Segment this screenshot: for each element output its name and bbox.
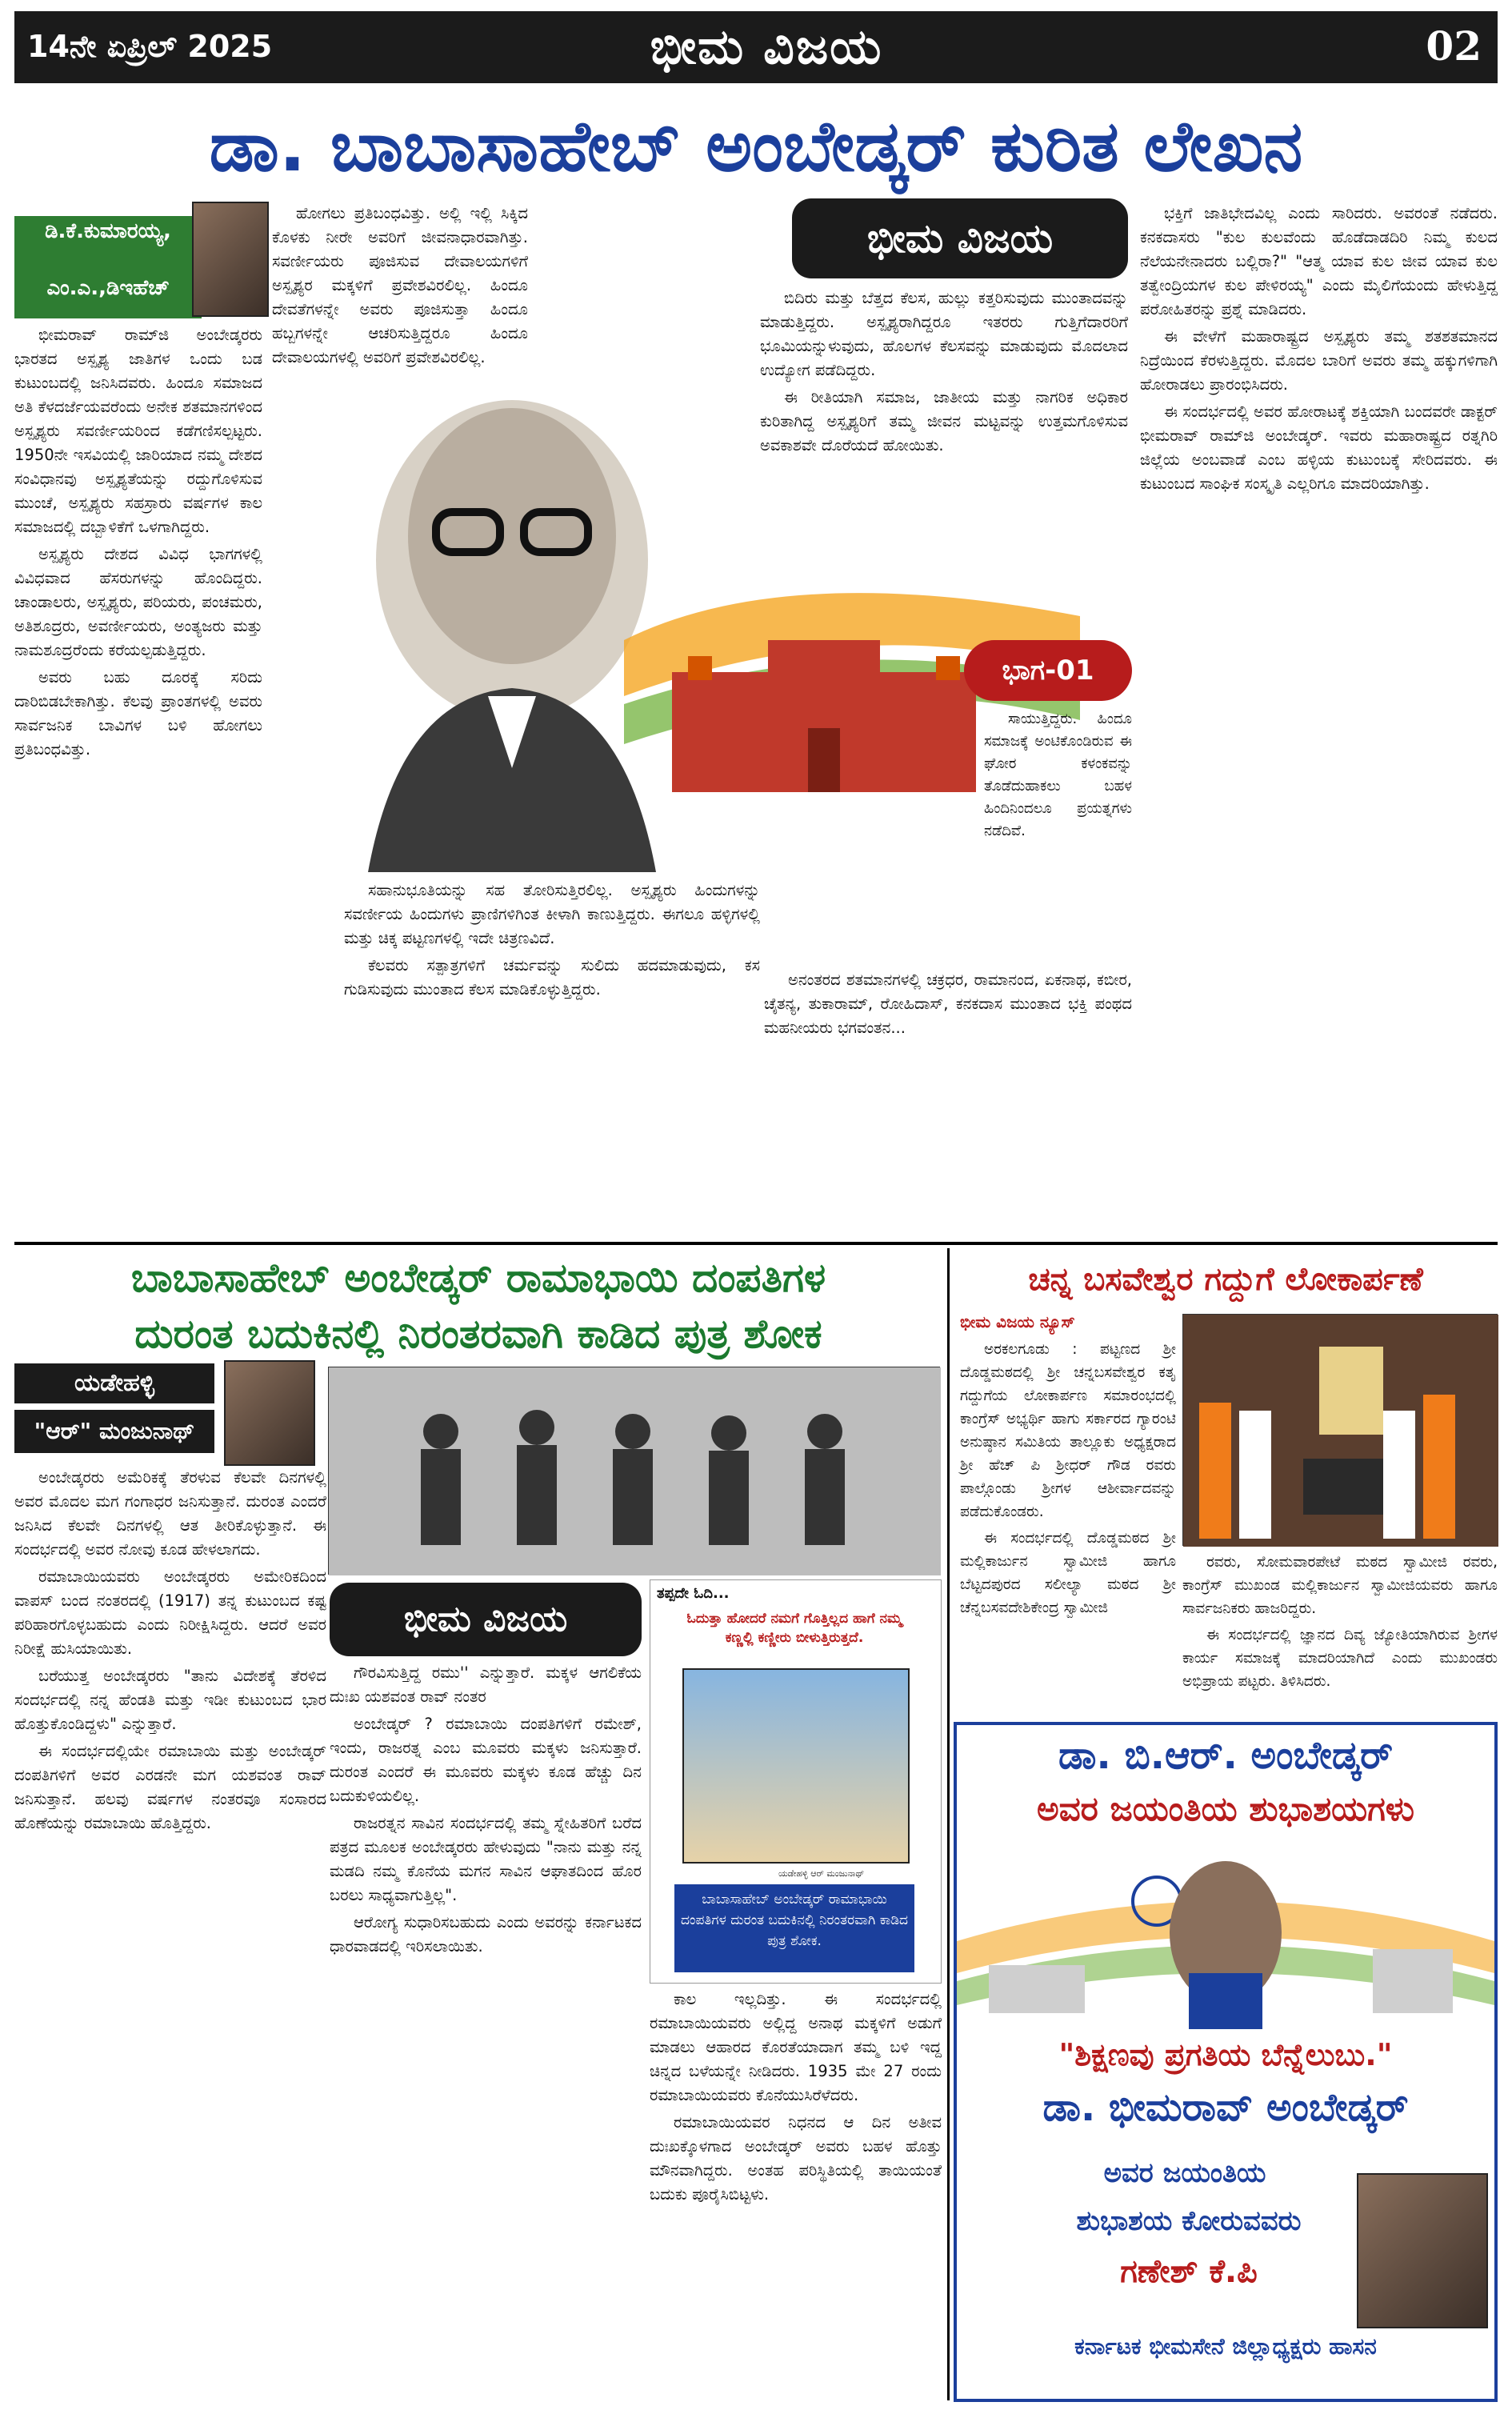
greeter-photo [1357, 2173, 1488, 2328]
jayanti-greeting-ad [954, 1722, 1498, 2402]
greeting-title: ಡಾ. ಬಿ.ಆರ್. ಅಂಬೇಡ್ಕರ್ [1058, 1733, 1394, 1778]
greeting-name: ಡಾ. ಭೀಮರಾವ್ ಅಂಬೇಡ್ಕರ್ [1042, 2085, 1409, 2130]
article3-column1: ಅರಕಲಗೂಡು : ಪಟ್ಟಣದ ಶ್ರೀ ದೊಡ್ಡಮಠದಲ್ಲಿ ಶ್ರೀ ಚನ್ನಬಸವೇಶ್ವರ ಕತೃ ಗದ್ದುಗೆಯ ಲೋಕಾರ್ಪಣ ಸಮಾರಂಭದಲ್ಲಿ ಕಾಂಗ್ರೆಸ್ ಅಭ್ಯರ್ಥಿ ಹಾಗು ಸರ್ಕಾರದ ಗ್ಯಾರಂಟಿ ಅನುಷ್ಠಾನ ಸಮಿತಿಯ ತಾಲ್ಲೂಕು ಅಧ್ಯಕ್ಷರಾದ ಶ್ರೀ ಹೆಚ್ ಪಿ ಶ್ರೀಧರ್ ಗೌಡ ರವರು ಪಾಲ್ಗೊಂಡು ಶ್ರೀಗಳ ಆಶೀರ್ವಾದವನ್ನು ಪಡೆದುಕೊಂಡರು. ಈ ಸಂದರ್ಭದಲ್ಲಿ ದೊಡ್ಡಮಠದ ಶ್ರೀ ಮಲ್ಲಿಕಾರ್ಜುನ ಸ್ವಾಮೀಜಿ ಹಾಗೂ ಬೆಟ್ಟದಪುರದ ಸಲೀಲ್ಯಾ ಮಠದ ಶ್ರೀ ಚೆನ್ನಬಸವದೇಶಿಕೇಂದ್ರ ಸ್ವಾಮೀಜಿ [960, 1341, 1176, 1616]
book-ad-caption: ಬಾಬಾಸಾಹೇಬ್ ಅಂಬೇಡ್ಕರ್ ರಾಮಾಭಾಯಿ ದಂಪತಿಗಳ ದುರಂತ ಬದುಕಿನಲ್ಲಿ ನಿರಂತರವಾಗಿ ಕಾಡಿದ ಪುತ್ರ ಶೋಕ. [674, 1884, 914, 1972]
section-divider [14, 1242, 1498, 1245]
article1-column3-top: ಬಿದಿರು ಮತ್ತು ಬೆತ್ತದ ಕೆಲಸ, ಹುಲ್ಲು ಕತ್ತರಿಸುವುದು ಮುಂತಾದವನ್ನು ಮಾಡುತ್ತಿದ್ದರು. ಅಸ್ಪೃಶ್ಯರಾಗಿದ್ದರೂ ಇತರರು ಗುತ್ತಿಗೆದಾರರಿಗೆ ಭೂಮಿಯನ್ನುಳುವುದು, ಹೊಲಗಳ ಕೆಲಸವನ್ನು ಮಾಡುವುದು ಮೊದಲಾದ ಉದ್ಯೋಗ ಪಡೆದಿದ್ದರು. ಈ ರೀತಿಯಾಗಿ ಸಮಾಜ, ಜಾತೀಯ ಮತ್ತು ನಾಗರಿಕ ಅಧಿಕಾರ ಕುರಿತಾಗಿದ್ದ ಅಸ್ಪೃಶ್ಯರಿಗೆ ತಮ್ಮ ಜೀವನ ಮಟ್ಟವನ್ನು ಉತ್ತಮಗೊಳಿಸುವ ಅವಕಾಶವೇ ದೊರೆಯದೆ ಹೋಯಿತು. [760, 289, 1128, 454]
masthead [14, 11, 1498, 83]
author-photo [192, 202, 269, 317]
author-place: ಯಡೇಹಳ್ಳಿ [14, 1363, 214, 1403]
main-headline: ಡಾ. ಬಾಬಾಸಾಹೇಬ್ ಅಂಬೇಡ್ಕರ್ ಕುರಿತ ಲೇಖನ [209, 105, 1303, 187]
article1-column2-top: ಹೋಗಲು ಪ್ರತಿಬಂಧವಿತ್ತು. ಅಲ್ಲಿ ಇಲ್ಲಿ ಸಿಕ್ಕಿದ ಕೊಳಕು ನೀರೇ ಅವರಿಗೆ ಜೀವನಾಧಾರವಾಗಿತ್ತು. ಸವರ್ಣೀಯರು ಪೂಜಿಸುವ ದೇವಾಲಯಗಳಿಗೆ ಅಸ್ಪೃಶ್ಯರ ಮಕ್ಕಳಿಗೆ ಪ್ರವೇಶವಿರಲಿಲ್ಲ. ಹಿಂದೂ ದೇವತೆಗಳನ್ನೇ ಅವರು ಪೂಜಿಸುತ್ತಾ ಹಿಂದೂ ಹಬ್ಬಗಳನ್ನೇ ಆಚರಿಸುತ್ತಿದ್ದರೂ ಹಿಂದೂ ದೇವಾಲಯಗಳಲ್ಲಿ ಅವರಿಗೆ ಪ್ರವೇಶವಿರಲಿಲ್ಲ. [272, 204, 528, 366]
article1-column4: ಭಕ್ತಿಗೆ ಜಾತಿಭೇದವಿಲ್ಲ ಎಂದು ಸಾರಿದರು. ಅವರಂತೆ ನಡೆದರು. ಕನಕದಾಸರು "ಕುಲ ಕುಲವೆಂದು ಹೊಡೆದಾಡದಿರಿ ನಿಮ್ಮ ಕುಲದ ನೆಲೆಯನೇನಾದರು ಬಲ್ಲಿರಾ?" "ಆತ್ಮ ಯಾವ ಕುಲ ಜೀವ ಯಾವ ಕುಲ ತತ್ವೇಂದ್ರಿಯಗಳ ಕುಲ ಪೇಳಿರಯ್ಯ" ಎಂದು ಮೈಲಿಗೆಯಂದು ಹೇಳುತ್ತಿದ್ದ ಪರೋಹಿತರನ್ನು ಪ್ರಶ್ನೆ ಮಾಡಿದರು. ಈ ವೇಳೆಗೆ ಮಹಾರಾಷ್ಟ್ರದ ಅಸ್ಪೃಶ್ಯರು ತಮ್ಮ ಶತಶತಮಾನದ ನಿದ್ರೆಯಿಂದ ಕೆರಳುತ್ತಿದ್ದರು. ಮೊದಲ ಬಾರಿಗೆ ಅವರು ತಮ್ಮ ಹಕ್ಕುಗಳಿಗಾಗಿ ಹೋರಾಡಲು ಪ್ರಾರಂಭಿಸಿದರು. ಈ ಸಂದರ್ಭದಲ್ಲಿ ಅವರ ಹೋರಾಟಕ್ಕೆ ಶಕ್ತಿಯಾಗಿ ಬಂದವರೇ ಡಾಕ್ಟರ್ ಭೀಮರಾವ್ ರಾಮ್‌ಜಿ ಅಂಬೇಡ್ಕರ್. ಇವರು ಮಹಾರಾಷ್ಟ್ರದ ರತ್ನಗಿರಿ ಜಿಲ್ಲೆಯ ಅಂಬವಾಡೆ ಎಂಬ ಹಳ್ಳಿಯ ಕುಟುಂಬಕ್ಕೆ ಸೇರಿದವರು. ಈ ಕುಟುಂಬದ ಸಾಂಘಿಕ ಸಂಸ್ಕೃತಿ ಎಲ್ಲರಿಗೂ ಮಾದರಿಯಾಗಿತ್ತು. [1140, 204, 1498, 493]
greeting-line2: ಶುಭಾಶಯ ಕೋರುವವರು [1076, 2205, 1302, 2237]
ambedkar-greeting-art [957, 1845, 1494, 2029]
author-box [14, 202, 262, 322]
greeting-subtitle: ಅವರ ಜಯಂತಿಯ ಶುಭಾಶಯಗಳು [1037, 1789, 1414, 1828]
article3-headline: ಚನ್ನ ಬಸವೇಶ್ವರ ಗದ್ದುಗೆ ಲೋಕಾರ್ಪಣೆ [1028, 1261, 1423, 1298]
article2-column3: ಕಾಲ ಇಲ್ಲದಿತ್ತು. ಈ ಸಂದರ್ಭದಲ್ಲಿ ರಮಾಬಾಯಿಯವರು ಅಲ್ಲಿದ್ದ ಅನಾಥ ಮಕ್ಕಳಿಗೆ ಅಡುಗೆ ಮಾಡಲು ಆಹಾರದ ಕೊರತೆಯಾದಾಗ ತಮ್ಮ ಬಳಿ ಇದ್ದ ಚಿನ್ನದ ಬಳೆಯನ್ನೇ ನೀಡಿದರು. 1935 ಮೇ 27 ರಂದು ರಮಾಬಾಯಿಯವರು ಕೊನೆಯುಸಿರೆಳೆದರು. ರಮಾಬಾಯಿಯವರ ನಿಧನದ ಆ ದಿನ ಅತೀವ ದುಃಖಕ್ಕೊಳಗಾದ ಅಂಬೇಡ್ಕರ್ ಅವರು ಬಹಳ ಹೊತ್ತು ಮೌನವಾಗಿದ್ದರು. ಅಂತಹ ಪರಿಸ್ಥಿತಿಯಲ್ಲಿ ತಾಯಿಯಂತೆ ಬದುಕು ಪೂರೈಸಿಬಿಟ್ಟಳು. [650, 1990, 942, 2204]
issue-date: 14ನೇ ಏಪ್ರಿಲ್ 2025 [27, 29, 273, 64]
article1-column2-bottom: ಸಹಾನುಭೂತಿಯನ್ನು ಸಹ ತೋರಿಸುತ್ತಿರಲಿಲ್ಲ. ಅಸ್ಪೃಶ್ಯರು ಹಿಂದುಗಳನ್ನು ಸವರ್ಣೀಯ ಹಿಂದುಗಳು ಪ್ರಾಣಿಗಳಿಗಿಂತ ಕೀಳಾಗಿ ಕಾಣುತ್ತಿದ್ದರು. ಈಗಲೂ ಹಳ್ಳಿಗಳಲ್ಲಿ ಮತ್ತು ಚಿಕ್ಕ ಪಟ್ಟಣಗಳಲ್ಲಿ ಇದೇ ಚಿತ್ರಣವಿದೆ. ಕೆಲವರು ಸತ್ಪಾತ್ರಗಳಿಗೆ ಚರ್ಮವನ್ನು ಸುಲಿದು ಹದಮಾಡುವುದು, ಕಸ ಗುಡಿಸುವುದು ಮುಂತಾದ ಕೆಲಸ ಮಾಡಿಕೊಳ್ಳುತ್ತಿದ್ದರು. [344, 881, 760, 999]
inset-logo: ಭೀಮ ವಿಜಯ [792, 198, 1128, 278]
article2-headline-line1: ಬಾಬಾಸಾಹೇಬ್ ಅಂಬೇಡ್ಕರ್ ರಾಮಾಭಾಯಿ ದಂಪತಿಗಳ [130, 1255, 826, 1301]
article1-column3-mid: ಸಾಯುತ್ತಿದ್ದರು. ಹಿಂದೂ ಸಮಾಜಕ್ಕೆ ಅಂಟಿಕೊಂಡಿರುವ ಈ ಘೋರ ಕಳಂಕವನ್ನು ತೊಡೆದುಹಾಕಲು ಬಹಳ ಹಿಂದಿನಿಂದಲೂ ಪ್ರಯತ್ನಗಳು ನಡೆದಿವೆ. [984, 711, 1132, 839]
newspaper-logo: ಭೀಮ ವಿಜಯ [650, 19, 883, 75]
article2-column2: ಗೌರವಿಸುತ್ತಿದ್ದ ರಮು'' ಎನ್ನುತ್ತಾರೆ. ಮಕ್ಕಳ ಆಗಲಿಕೆಯ ದುಃಖ ಯಶವಂತ ರಾವ್ ನಂತರ ಅಂಬೇಡ್ಕರ್ ? ರಮಾಬಾಯಿ ದಂಪತಿಗಳಿಗೆ ರಮೇಶ್, ಇಂದು, ರಾಜರತ್ನ ಎಂಬ ಮೂವರು ಮಕ್ಕಳು ಜನಿಸುತ್ತಾರೆ. ದುರಂತ ಎಂದರೆ ಈ ಮೂವರು ಮಕ್ಕಳು ಕೂಡ ಹೆಚ್ಚು ದಿನ ಬದುಕುಳಿಯಲಿಲ್ಲ. ರಾಜರತ್ನನ ಸಾವಿನ ಸಂದರ್ಭದಲ್ಲಿ ತಮ್ಮ ಸ್ನೇಹಿತರಿಗೆ ಬರೆದ ಪತ್ರದ ಮೂಲಕ ಅಂಬೇಡ್ಕರರು ಹೇಳುವುದು "ನಾನು ಮತ್ತು ನನ್ನ ಮಡದಿ ನಮ್ಮ ಕೊನೆಯ ಮಗನ ಸಾವಿನ ಆಘಾತದಿಂದ ಹೊರ ಬರಲು ಸಾಧ್ಯವಾಗುತ್ತಿಲ್ಲ". ಆರೋಗ್ಯ ಸುಧಾರಿಸಬಹುದು ಎಂದು ಅವರನ್ನು ಕರ್ನಾಟಕದ ಧಾರವಾಡದಲ್ಲಿ ಇರಿಸಲಾಯಿತು. [330, 1663, 642, 1956]
part-badge: ಭಾಗ-01 [964, 640, 1132, 701]
author-name: ಡಿ.ಕೆ.ಕುಮಾರಯ್ಯ, [14, 216, 202, 270]
article1-column1: ಭೀಮರಾವ್ ರಾಮ್‌ಜಿ ಅಂಬೇಡ್ಕರರು ಭಾರತದ ಅಸ್ಪೃಶ್ಯ ಜಾತಿಗಳ ಒಂದು ಬಡ ಕುಟುಂಬದಲ್ಲಿ ಜನಿಸಿದವರು. ಹಿಂದೂ ಸಮಾಜದ ಅತಿ ಕೆಳದರ್ಜೆಯವರೆಂದು ಅನೇಕ ಶತಮಾನಗಳಿಂದ ಅಸ್ಪೃಶ್ಯರು ಸವರ್ಣೀಯರಿಂದ ಕಡೆಗಣಿಸಲ್ಪಟ್ಟರು. 1950ನೇ ಇಸವಿಯಲ್ಲಿ ಜಾರಿಯಾದ ನಮ್ಮ ದೇಶದ ಸಂವಿಧಾನವು ಅಸ್ಪೃಶ್ಯತೆಯನ್ನು ರದ್ದುಗೊಳಿಸುವ ಮುಂಚೆ, ಅಸ್ಪೃಶ್ಯರು ಸಹಸ್ರಾರು ವರ್ಷಗಳ ಕಾಲ ಸಮಾಜದಲ್ಲಿ ದಬ್ಬಾಳಿಕೆಗೆ ಒಳಗಾಗಿದ್ದರು. ಅಸ್ಪೃಶ್ಯರು ದೇಶದ ವಿವಿಧ ಭಾಗಗಳಲ್ಲಿ ವಿವಿಧವಾದ ಹೆಸರುಗಳನ್ನು ಹೊಂದಿದ್ದರು. ಚಾಂಡಾಲರು, ಅಸ್ಪೃಶ್ಯರು, ಪರಿಯರು, ಪಂಚಮರು, ಅತಿಶೂದ್ರರು, ಅವರ್ಣೀಯರು, ಅಂತ್ಯಜರು ಮತ್ತು ನಾಮಶೂದ್ರರೆಂದು ಕರೆಯಲ್ಪಡುತ್ತಿದ್ದರು. ಅವರು ಬಹು ದೂರಕ್ಕೆ ಸರಿದು ದಾರಿಬಿಡಬೇಕಾಗಿತ್ತು. ಕೆಲವು ಪ್ರಾಂತಗಳಲ್ಲಿ ಅವರು ಸಾರ್ವಜನಿಕ ಬಾವಿಗಳ ಬಳಿ ಹೋಗಲು ಪ್ರತಿಬಂಧವಿತ್ತು. [14, 326, 262, 759]
ceremony-photo [1182, 1314, 1498, 1546]
author-photo-2 [224, 1360, 315, 1466]
book-ad-banner: ತಪ್ಪದೇ ಓದಿ... ಓದುತ್ತಾ ಹೋದರೆ ನಮಗೆ ಗೊತ್ತಿಲ್ಲದ ಹಾಗೆ ನಮ್ಮ ಕಣ್ಣಲ್ಲಿ ಕಣ್ಣೀರು ಬೀಳುತ್ತಿರುತ್ತದೆ. ಯಡೇಹಳ್ಳಿ ಆರ್ ಮಂಜುನಾಥ್ ಬಾಬಾಸಾಹೇಬ್ ಅಂಬೇಡ್ಕರ್ ರಾಮಾಭಾಯಿ ದಂಪತಿಗಳ ದುರಂತ ಬದುಕಿನಲ್ಲಿ ನಿರಂತರವಾಗಿ ಕಾಡಿದ ಪುತ್ರ ಶೋಕ. [650, 1579, 942, 1984]
group-photo [328, 1367, 940, 1575]
column-divider [947, 1248, 950, 2400]
article1-column3-bottom: ಅನಂತರದ ಶತಮಾನಗಳಲ್ಲಿ ಚಕ್ರಧರ, ರಾಮಾನಂದ, ಏಕನಾಥ, ಕಬೀರ, ಚೈತನ್ಯ, ತುಕಾರಾಮ್, ರೋಹಿದಾಸ್, ಕನಕದಾಸ ಮುಂತಾದ ಭಕ್ತಿ ಪಂಥದ ಮಹನೀಯರು ಭಗವಂತನ... [764, 971, 1132, 1037]
author-degree: ಎಂ.ಎ.,ಡಿಇಹೆಚ್ [14, 267, 202, 318]
greeting-quote: "ಶಿಕ್ಷಣವು ಪ್ರಗತಿಯ ಬೆನ್ನೆಲುಬು." [1058, 2037, 1393, 2072]
author-name-2: "ಆರ್" ಮಂಜುನಾಥ್ [14, 1410, 214, 1453]
article2-logo: ಭೀಮ ವಿಜಯ [330, 1583, 642, 1656]
greeter-name: ಗಣೇಶ್ ಕೆ.ಪಿ [1120, 2253, 1258, 2290]
greeter-designation: ಕರ್ನಾಟಕ ಭೀಮಸೇನೆ ಜಿಲ್ಲಾಧ್ಯಕ್ಷರು ಹಾಸನ [1074, 2333, 1377, 2360]
article2-headline-line2: ದುರಂತ ಬದುಕಿನಲ್ಲಿ ನಿರಂತರವಾಗಿ ಕಾಡಿದ ಪುತ್ರ ಶೋಕ [134, 1311, 822, 1357]
article2-column1: ಅಂಬೇಡ್ಕರರು ಅಮೆರಿಕಕ್ಕೆ ತೆರಳುವ ಕೆಲವೇ ದಿನಗಳಲ್ಲಿ ಅವರ ಮೊದಲ ಮಗ ಗಂಗಾಧರ ಜನಿಸುತ್ತಾನೆ. ದುರಂತ ಎಂದರೆ ಜನಿಸಿದ ಕೆಲವೇ ದಿನಗಳಲ್ಲಿ ಆತ ತೀರಿಕೊಳ್ಳುತ್ತಾನೆ. ಈ ಸಂದರ್ಭದಲ್ಲಿ ಅವರ ನೋವು ಕೂಡ ಹೇಳಲಾಗದು. ರಮಾಬಾಯಿಯವರು ಅಂಬೇಡ್ಕರರು ಅಮೇರಿಕದಿಂದ ವಾಪಸ್ ಬಂದ ನಂತರದಲ್ಲಿ (1917) ತನ್ನ ಕುಟುಂಬದ ಕಷ್ಟ ಪರಿಹಾರಗೊಳ್ಳಬಹುದು ಎಂದು ನಿರೀಕ್ಷಿಸಿದ್ದರು. ಆದರೆ ಅವರ ನಿರೀಕ್ಷೆ ಹುಸಿಯಾಯಿತು. ಬರೆಯುತ್ತ ಅಂಬೇಡ್ಕರರು "ತಾನು ವಿದೇಶಕ್ಕೆ ತೆರಳಿದ ಸಂದರ್ಭದಲ್ಲಿ ನನ್ನ ಹೆಂಡತಿ ಮತ್ತು ಇಡೀ ಕುಟುಂಬದ ಭಾರ ಹೊತ್ತುಕೊಂಡಿದ್ದಳು" ಎನ್ನುತ್ತಾರೆ. ಈ ಸಂದರ್ಭದಲ್ಲಿಯೇ ರಮಾಬಾಯಿ ಮತ್ತು ಅಂಬೇಡ್ಕರ್ ದಂಪತಿಗಳಿಗೆ ಅವರ ಎರಡನೇ ಮಗ ಯಶವಂತ ರಾವ್ ಜನಿಸುತ್ತಾನೆ. ಹಲವು ವರ್ಷಗಳ ನಂತರವೂ ಸಂಸಾರದ ಹೊಣೆಯನ್ನು ರಮಾಬಾಯಿ ಹೊತ್ತಿದ್ದರು. [14, 1468, 326, 1832]
article2-author-box [14, 1360, 318, 1464]
page-number: 02 [1426, 22, 1482, 70]
article3-column2: ರವರು, ಸೋಮವಾರಪೇಟೆ ಮಠದ ಸ್ವಾಮೀಜಿ ರವರು, ಕಾಂಗ್ರೆಸ್ ಮುಖಂಡ ಮಲ್ಲಿಕಾರ್ಜುನ ಸ್ವಾಮೀಜಿಯವರು ಹಾಗೂ ಸಾರ್ವಜನಿಕರು ಹಾಜರಿದ್ದರು. ಈ ಸಂದರ್ಭದಲ್ಲಿ ಜ್ಞಾನದ ದಿವ್ಯ ಜ್ಯೋತಿಯಾಗಿರುವ ಶ್ರೀಗಳ ಕಾರ್ಯ ಸಮಾಜಕ್ಕೆ ಮಾದರಿಯಾಗಿದೆ ಎಂದು ಮುಖಂಡರು ಅಭಿಪ್ರಾಯ ಪಟ್ಟರು. ತಿಳಿಸಿದರು. [1182, 1554, 1498, 1690]
greeting-line1: ಅವರ ಜಯಂತಿಯ [1103, 2157, 1266, 2189]
article3-tag: ಭೀಮ ವಿಜಯ ನ್ಯೂಸ್ [960, 1312, 1075, 1331]
book-ad-photo [682, 1668, 910, 1864]
